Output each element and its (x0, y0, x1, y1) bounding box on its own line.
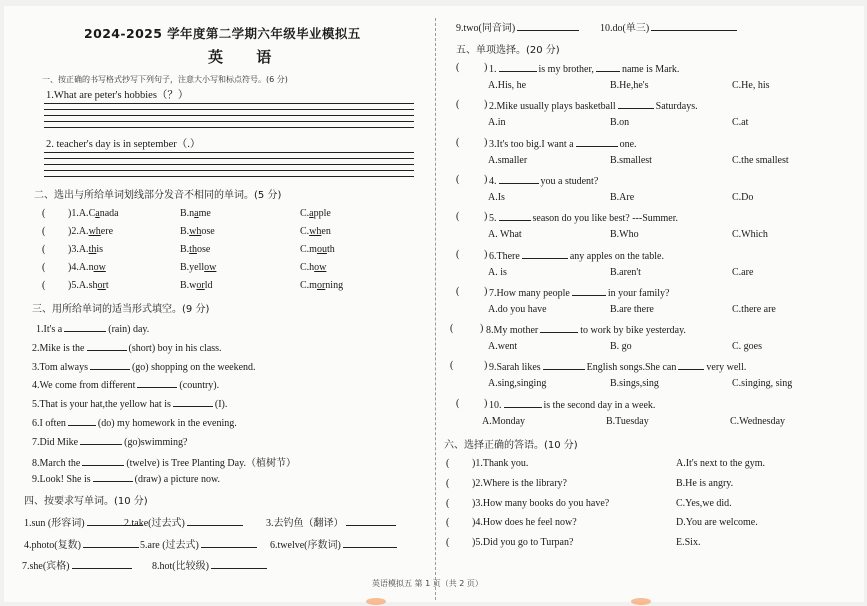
part3-item (32, 378, 219, 391)
part4-q10: 10.do(单三) (600, 19, 737, 34)
word-prompt: 4.photo(复数) (24, 540, 81, 551)
underlined-letters: th (88, 244, 97, 255)
sentence-start: 6.I often (32, 418, 66, 429)
answer-paren[interactable]: ( (450, 360, 454, 372)
writing-line (44, 103, 414, 104)
question-number: )3.A. (68, 244, 89, 255)
part2-option-c (300, 226, 331, 237)
answer-paren[interactable]: ( (456, 397, 460, 409)
underlined-letters: wh (88, 226, 101, 237)
underlined-letters: a (309, 208, 314, 219)
option-a[interactable]: A.do you have (488, 303, 547, 315)
underlined-letters: or (316, 280, 326, 291)
option-a[interactable]: A.His, he (488, 80, 527, 91)
question-text: 4.How does he feel now? (475, 517, 577, 529)
underlined-letters: wh (309, 226, 322, 237)
option-c[interactable]: C.there are (732, 303, 776, 315)
question-text: 3.How many books do you have? (475, 497, 610, 509)
part5-heading: 五、单项选择。(20 分) (456, 45, 560, 56)
part2-option-c (300, 244, 335, 255)
word-part: ning (325, 280, 344, 291)
part2-option-b (180, 226, 215, 237)
scan-mark (631, 598, 651, 605)
option-b[interactable]: B.Who (610, 229, 639, 241)
answer-paren[interactable]: ( (456, 285, 460, 297)
answer-paren[interactable]: ( (42, 244, 46, 255)
writing-line (44, 152, 414, 153)
word-part: C. (300, 226, 310, 237)
option-a[interactable]: A. is (488, 266, 507, 278)
answer-blank[interactable] (83, 538, 139, 548)
word-part: C.h (300, 262, 315, 273)
word-prompt: 5.are (过去式) (140, 540, 199, 551)
question-text: 9.Sarah likes (489, 362, 541, 374)
fill-blank[interactable] (576, 137, 618, 147)
exam-title: 2024-2025 学年度第二学期六年级毕业模拟五 (84, 26, 361, 41)
part6-question: )3.How many books do you have? (472, 497, 610, 509)
sentence-end: (twelve) is Tree Planting Day.（植树节） (126, 457, 296, 469)
part6-question: )1.Thank you. (472, 458, 529, 469)
fill-blank[interactable] (173, 397, 213, 407)
option-a[interactable]: A.Monday (482, 415, 526, 427)
part3-item (32, 341, 222, 354)
fill-blank[interactable] (543, 360, 585, 370)
page-footer: 英语模拟五 第 1 页（共 2 页） (372, 579, 483, 588)
part4-item (124, 514, 245, 529)
fill-blank[interactable] (87, 341, 127, 351)
part2-option-a (68, 244, 103, 255)
question-text: 7.How many people (489, 287, 570, 299)
part2-option-c (300, 280, 343, 291)
part5-question (489, 174, 598, 187)
sentence-start: 3.Tom always (32, 361, 88, 373)
underlined-letters: wh (189, 226, 202, 237)
option-b[interactable]: B.sings,sing (610, 378, 659, 390)
word-part: en (321, 226, 331, 237)
option-b[interactable]: B.on (610, 117, 630, 129)
option-c[interactable]: C.Which (732, 229, 768, 241)
fill-blank[interactable] (504, 398, 542, 408)
question-text: season do you like best? ---Summer. (532, 213, 679, 225)
fill-blank[interactable] (618, 99, 654, 109)
part6-question: )4.How does he feel now? (472, 517, 577, 529)
question-number: )5.A. (68, 280, 89, 291)
answer-paren-close[interactable]: ) (484, 211, 488, 223)
scan-mark (366, 598, 386, 605)
word-prompt: 6.twelve(序数词) (270, 540, 341, 551)
fill-blank[interactable] (68, 416, 96, 426)
answer-paren-close[interactable]: ) (484, 136, 488, 148)
question-text: any apples on the table. (569, 250, 664, 262)
word-part: n (88, 262, 94, 273)
part2-heading: 二、选出与所给单词划线部分发音不相同的单词。(5 分) (34, 190, 282, 201)
word-part: me (198, 208, 211, 219)
question-text: 6.There (489, 250, 520, 262)
word-prompt: 7.she(宾格) (22, 561, 70, 572)
sentence-end: (do) my homework in the evening. (97, 418, 237, 429)
part6-answer: B.He is angry. (676, 477, 734, 489)
answer-blank[interactable] (72, 559, 132, 569)
word-part: t (105, 280, 109, 291)
word-part: B. (180, 226, 190, 237)
writing-line (44, 158, 414, 159)
sentence-end: (go)swimming? (124, 436, 188, 448)
part2-option-b (180, 280, 213, 291)
option-c[interactable]: C. goes (732, 341, 762, 353)
answer-paren[interactable]: ( (450, 323, 454, 335)
answer-paren[interactable]: ( (456, 136, 460, 148)
question-number: )2.A. (68, 226, 89, 237)
part3-item (36, 322, 149, 335)
answer-paren[interactable]: ( (446, 477, 450, 489)
fill-blank[interactable] (572, 286, 606, 296)
word-part: th (326, 244, 335, 255)
question-text: is the second day in a week. (543, 399, 656, 411)
word-part: C.m (300, 280, 317, 291)
option-b[interactable]: B.He,he's (610, 80, 649, 91)
fill-blank[interactable] (90, 360, 130, 370)
fill-blank[interactable] (82, 456, 124, 466)
sentence-end: (rain) day. (108, 324, 150, 335)
question-text: 2.Where is the library? (475, 477, 567, 489)
fill-blank[interactable] (137, 378, 177, 388)
writing-line (44, 127, 414, 128)
word-part: C (88, 208, 96, 219)
option-c[interactable]: C.Wednesday (730, 415, 786, 427)
sentence-start: 1.It's a (36, 324, 63, 335)
underlined-letters: th (189, 244, 197, 255)
sentence-end: (go) shopping on the weekend. (131, 361, 256, 373)
answer-paren[interactable]: ( (456, 99, 460, 111)
question-text: you a student? (540, 175, 599, 187)
question-text: name is Mark. (621, 64, 680, 75)
part1-q1: 1.What are peter's hobbies（？） (46, 90, 189, 101)
part3-item (32, 360, 256, 373)
word-part: is (96, 244, 104, 255)
question-number: )4.A. (68, 262, 89, 273)
part5-question (489, 62, 679, 75)
part3-item (32, 416, 237, 429)
part6-answer: A.It's next to the gym. (676, 458, 766, 469)
option-c[interactable]: C.singing, sing (732, 378, 793, 390)
option-b[interactable]: B.smallest (610, 154, 652, 166)
word-part: pple (313, 208, 331, 219)
sentence-start: 9.Look! She is (32, 474, 91, 486)
option-a[interactable]: A. What (488, 229, 522, 241)
sentence-end: (short) boy in his class. (128, 342, 222, 354)
part3-item (32, 397, 227, 410)
underlined-letters: ow (204, 262, 217, 273)
option-a[interactable]: A.sing,singing (488, 378, 547, 390)
question-text: in your family? (607, 287, 670, 299)
underlined-letters: ou (316, 244, 327, 255)
part5-question (486, 323, 686, 336)
column-divider (435, 18, 436, 600)
answer-paren-close[interactable]: ) (484, 173, 488, 185)
question-text: 5. (489, 213, 497, 225)
question-text: 10. (489, 399, 502, 411)
part2-option-c (300, 208, 331, 219)
writing-line (44, 109, 414, 110)
part6-question: )2.Where is the library? (472, 477, 567, 489)
part3-item (32, 435, 187, 448)
answer-paren-close[interactable]: ) (480, 323, 484, 335)
answer-paren-close[interactable]: ) (484, 360, 488, 372)
part6-answer: E.Six. (676, 537, 701, 549)
answer-paren-close[interactable]: ) (484, 99, 488, 111)
question-text: 3.It's too big.I want a (489, 138, 574, 150)
question-text: to work by bike yesterday. (580, 325, 686, 337)
option-c[interactable]: C.the smallest (732, 154, 789, 166)
answer-paren-close[interactable]: ) (484, 62, 488, 73)
answer-paren-close[interactable]: ) (484, 397, 488, 409)
option-b[interactable]: B.Tuesday (606, 415, 649, 427)
question-text: 1.Thank you. (475, 458, 529, 469)
underlined-letters: a (95, 208, 100, 219)
question-text: very well. (706, 362, 747, 374)
sentence-end: (draw) a picture now. (134, 474, 221, 486)
answer-paren[interactable]: ( (446, 517, 450, 529)
writing-line (44, 121, 414, 122)
option-c[interactable]: C.He, his (732, 80, 770, 91)
part4-heading: 四、按要求写单词。(10 分) (24, 496, 148, 507)
fill-blank[interactable] (80, 435, 122, 445)
question-text: 1. (489, 64, 497, 75)
sentence-start: 5.That is your hat,the yellow hat is (32, 399, 171, 411)
word-part: B.w (180, 280, 197, 291)
fill-blank[interactable] (499, 211, 531, 221)
underlined-letters: ow (93, 262, 106, 273)
part3-item (32, 454, 296, 469)
word-part: nada (99, 208, 119, 219)
part6-answer: C.Yes,we did. (676, 497, 732, 509)
answer-blank[interactable] (346, 516, 396, 526)
answer-paren-close[interactable]: ) (484, 248, 488, 260)
writing-line (44, 164, 414, 165)
word-part: C. (300, 208, 310, 219)
answer-paren[interactable]: ( (456, 211, 460, 223)
sentence-start: 7.Did Mike (32, 436, 79, 448)
part2-option-a (68, 280, 109, 291)
answer-paren[interactable]: ( (42, 280, 46, 291)
option-b[interactable]: B.Are (610, 191, 635, 203)
word-prompt: 8.hot(比较级) (152, 561, 209, 572)
part4-item (266, 514, 398, 529)
part2-option-a (68, 208, 119, 219)
part2-option-b (180, 262, 216, 273)
part1-heading: 一、按正确的书写格式抄写下列句子，注意大小写和标点符号。(6 分) (42, 75, 288, 84)
fill-blank[interactable] (499, 62, 537, 72)
answer-paren[interactable]: ( (456, 62, 460, 73)
part2-option-a (68, 262, 106, 273)
word-part: ld (204, 280, 213, 291)
question-number: )1.A. (68, 208, 89, 219)
option-c[interactable]: C.Do (732, 191, 754, 203)
underlined-letters: a (194, 208, 199, 219)
answer-paren[interactable]: ( (446, 497, 450, 509)
answer-paren[interactable]: ( (446, 537, 450, 549)
answer-paren-close[interactable]: ) (484, 285, 488, 297)
answer-paren[interactable]: ( (456, 173, 460, 185)
answer-blank[interactable] (187, 516, 243, 526)
part6-heading: 六、选择正确的答语。(10 分) (444, 440, 578, 451)
sentence-end: (country). (179, 380, 220, 392)
word-part: ose (201, 226, 215, 237)
word-prompt: 3.去钓鱼（翻译） (266, 518, 344, 529)
sentence-end: (I). (214, 399, 228, 411)
option-a[interactable]: A.went (488, 341, 518, 353)
part4-item (270, 536, 399, 551)
answer-paren[interactable]: ( (42, 262, 46, 273)
question-text: English songs.She can (586, 362, 677, 374)
option-b[interactable]: B. go (610, 341, 632, 353)
underlined-letters: ow (314, 262, 327, 273)
fill-blank[interactable] (596, 62, 620, 72)
question-text: 8.My mother (486, 325, 539, 337)
word-part: sh (88, 280, 98, 291)
answer-paren[interactable]: ( (446, 458, 450, 469)
word-part: ere (100, 226, 114, 237)
part2-option-b (180, 208, 211, 219)
option-c[interactable]: C.are (732, 266, 754, 278)
part4-q9: 9.two(同音词) (456, 19, 579, 34)
part2-option-b (180, 244, 210, 255)
word-part: B. (180, 244, 190, 255)
answer-blank[interactable] (343, 538, 397, 548)
part5-question (489, 286, 669, 299)
word-prompt: 1.sun (形容词) (24, 518, 85, 529)
word-part: ose (196, 244, 211, 255)
part2-option-c (300, 262, 326, 273)
underlined-letters: or (97, 280, 106, 291)
option-c[interactable]: C.at (732, 117, 749, 129)
part5-question (489, 360, 746, 373)
question-text: one. (619, 138, 637, 150)
fill-blank[interactable] (540, 323, 578, 333)
word-part: B.n (180, 208, 195, 219)
part5-question (489, 249, 664, 262)
question-text: 5.Did you go to Turpan? (475, 537, 574, 549)
part6-question: )5.Did you go to Turpan? (472, 537, 574, 549)
part5-question (489, 99, 698, 112)
question-text: is my brother, (538, 64, 594, 75)
writing-line (44, 176, 414, 177)
fill-blank[interactable] (93, 472, 133, 482)
part3-item (32, 472, 220, 485)
question-text: 2.Mike usually plays basketball (489, 101, 616, 113)
answer-blank[interactable] (201, 538, 257, 548)
part5-question (489, 398, 655, 411)
underlined-letters: or (196, 280, 205, 291)
answer-blank[interactable] (211, 559, 267, 569)
part1-q2: 2. teacher's day is in september（.） (46, 139, 201, 150)
part6-answer: D.You are welcome. (676, 517, 758, 529)
writing-line (44, 170, 414, 171)
part4-item (140, 536, 259, 551)
part4-item (152, 557, 269, 572)
answer-paren[interactable]: ( (42, 208, 46, 219)
fill-blank[interactable] (64, 322, 106, 332)
word-prompt: 2.take(过去式) (124, 518, 185, 529)
subject-title: 英 语 (208, 48, 286, 66)
sentence-start: 4.We come from different (32, 380, 136, 392)
option-a[interactable]: A.in (488, 117, 506, 129)
part3-heading: 三、用所给单词的适当形式填空。(9 分) (32, 304, 210, 315)
sentence-start: 8.March the (32, 457, 81, 469)
part2-option-a (68, 226, 113, 237)
option-a[interactable]: A.Is (488, 191, 505, 203)
writing-line (44, 115, 414, 116)
fill-blank[interactable] (678, 360, 704, 370)
question-text: 4. (489, 175, 497, 187)
option-b[interactable]: B.aren't (610, 266, 641, 278)
part5-question (489, 211, 678, 224)
fill-blank[interactable] (522, 249, 568, 259)
exam-page (4, 6, 864, 602)
fill-blank[interactable] (499, 174, 539, 184)
option-b[interactable]: B.are there (610, 303, 654, 315)
word-part: C.m (300, 244, 317, 255)
sentence-start: 2.Mike is the (32, 342, 85, 354)
part4-item (22, 557, 134, 572)
question-text: Saturdays. (655, 101, 698, 113)
part5-question (489, 137, 637, 150)
answer-paren[interactable]: ( (42, 226, 46, 237)
word-part: B.yell (180, 262, 205, 273)
answer-paren[interactable]: ( (456, 248, 460, 260)
part4-item (24, 536, 141, 551)
option-a[interactable]: A.smaller (488, 154, 528, 166)
